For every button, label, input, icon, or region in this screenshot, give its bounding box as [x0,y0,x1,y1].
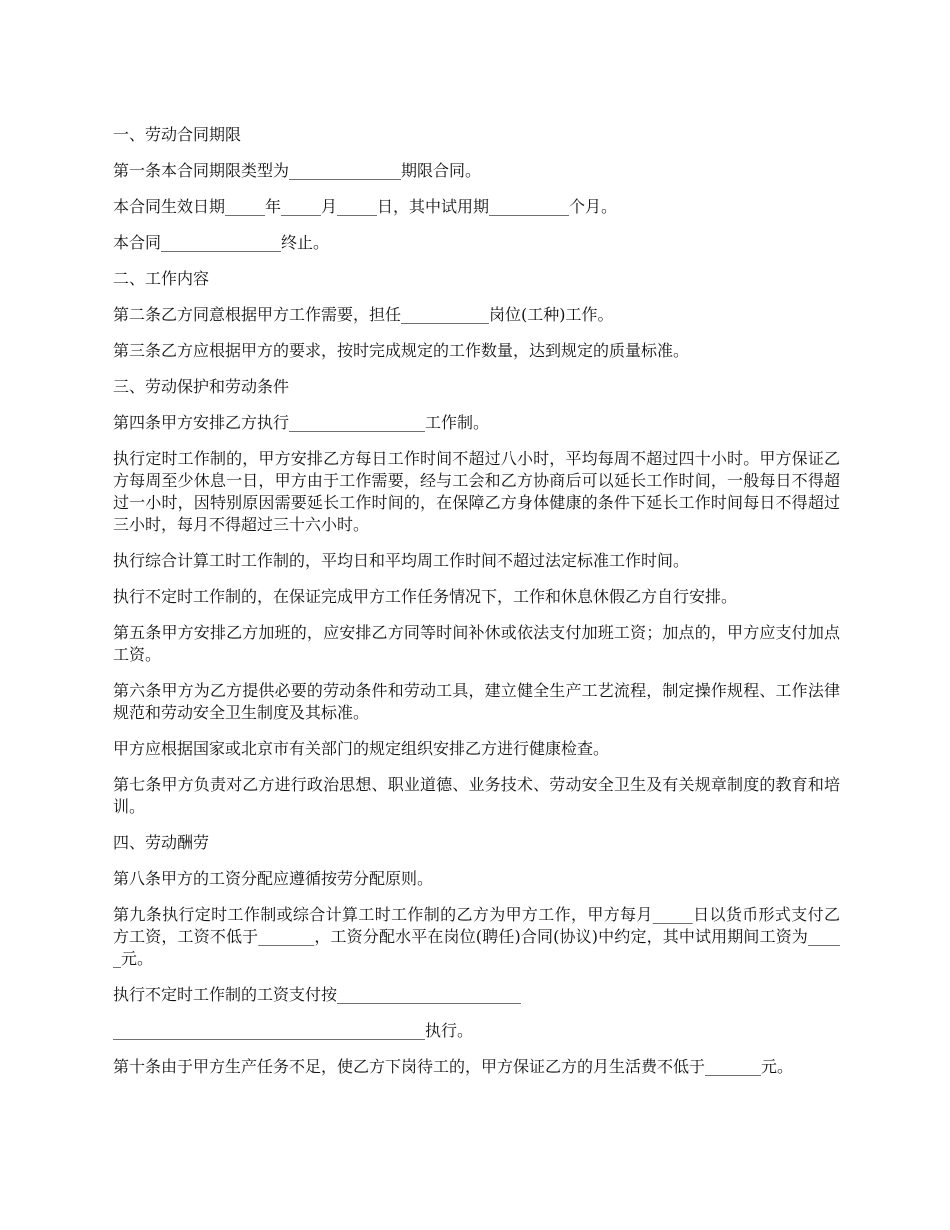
health-check-paragraph: 甲方应根据国家或北京市有关部门的规定组织安排乙方进行健康检查。 [113,739,610,758]
flexible-pay-line: 执行不定时工作制的工资支付按_______________________ [113,985,522,1004]
section-heading-work: 二、工作内容 [113,269,210,288]
effective-date-line: 本合同生效日期_____年_____月_____日，其中试用期__________个月。 [113,197,618,216]
section-heading-pay: 四、劳动酬劳 [113,833,210,852]
comprehensive-hours-paragraph: 执行综合计算工时工作制的，平均日和平均周工作时间不超过法定标准工作时间。 [113,551,690,570]
clause-4: 第四条甲方安排乙方执行_________________工作制。 [113,413,490,432]
clause-2: 第二条乙方同意根据甲方工作需要，担任___________岗位(工种)工作。 [113,305,614,324]
clause-9: 第九条执行定时工作制或综合计算工时工作制的乙方为甲方工作，甲方每月_____日以货币形式支付乙方工资，工资不低于_______，工资分配水平在岗位(聘任)合同(协议)中约定，其中试用期间工资为_____元。 [113,905,840,968]
clause-1: 第一条本合同期限类型为______________期限合同。 [113,161,482,180]
fixed-hours-paragraph: 执行定时工作制的，甲方安排乙方每日工作时间不超过八小时，平均每周不超过四十小时。甲方保证乙方每周至少休息一日，甲方由于工作需要，经与工会和乙方协商后可以延长工作时间，一般每日不得超过一小时，因特别原因需要延长工作时间的，在保障乙方身体健康的条件下延长工作时间每日不得超过三小时，每月不得超过三十六小时。 [113,449,840,534]
clause-10: 第十条由于甲方生产任务不足，使乙方下岗待工的，甲方保证乙方的月生活费不低于_______元。 [113,1057,794,1076]
section-heading-term: 一、劳动合同期限 [113,125,242,144]
clause-6: 第六条甲方为乙方提供必要的劳动条件和劳动工具，建立健全生产工艺流程，制定操作规程、工作法律规范和劳动安全卫生制度及其标准。 [113,681,840,722]
flexible-hours-paragraph: 执行不定时工作制的，在保证完成甲方工作任务情况下，工作和休息休假乙方自行安排。 [113,587,738,606]
document-body [113,124,840,1092]
section-heading-protection: 三、劳动保护和劳动条件 [113,377,290,396]
flexible-pay-line-cont: _______________________________________执行。 [113,1021,474,1040]
termination-line: 本合同_______________终止。 [113,233,330,252]
clause-5: 第五条甲方安排乙方加班的，应安排乙方同等时间补休或依法支付加班工资；加点的，甲方应支付加点工资。 [113,623,840,664]
clause-7: 第七条甲方负责对乙方进行政治思想、职业道德、业务技术、劳动安全卫生及有关规章制度的教育和培训。 [113,775,840,816]
clause-8: 第八条甲方的工资分配应遵循按劳分配原则。 [113,869,434,888]
clause-3: 第三条乙方应根据甲方的要求，按时完成规定的工作数量，达到规定的质量标准。 [113,341,690,360]
